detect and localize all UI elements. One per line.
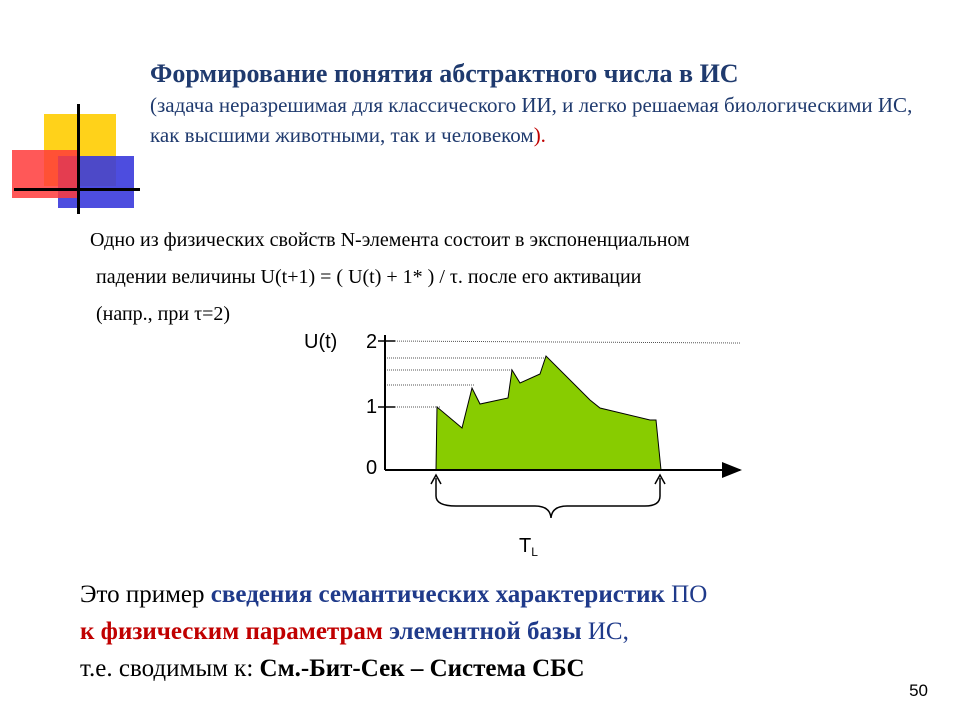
y-tick-label-2: 2 (366, 331, 378, 353)
level-line-2 (385, 341, 740, 343)
conclusion-1c: ПО (664, 581, 708, 608)
conclusion-2a: к физическим параметрам (80, 618, 383, 645)
conclusion-3b: См.-Бит-Сек – Система СБС (259, 655, 585, 682)
conclusion-2b: элементной базы (382, 618, 582, 645)
conclusion-line-3 (80, 650, 940, 687)
body-line-3: (напр., при τ=2) (96, 303, 231, 325)
y-tick-label-1: 1 (366, 396, 378, 418)
conclusion-1a: Это пример (80, 581, 211, 608)
interval-label-main: T (519, 535, 532, 557)
conclusion-line-2 (80, 613, 940, 650)
conclusion-text (80, 576, 940, 687)
conclusion-3a: т.е. сводимым к: (80, 655, 260, 682)
interval-label (519, 535, 538, 559)
page-number: 50 (909, 681, 928, 700)
conclusion-1b: сведения семантических характеристик (210, 581, 665, 608)
y-axis-label: U(t) (304, 331, 338, 353)
interval-brace (436, 478, 660, 518)
interval-label-subscript: L (531, 545, 538, 559)
body-line-2: падении величины U(t+1) = ( U(t) + 1* ) / τ. после его активации (96, 266, 642, 288)
body-line-1: Одно из физических свойств N-элемента состоит в экспоненциальном (90, 229, 690, 251)
conclusion-2c: ИС, (581, 618, 629, 645)
conclusion-line-1 (80, 576, 940, 613)
y-tick-label-0: 0 (366, 457, 378, 479)
slide-title: Формирование понятия абстрактного числа в ИС (150, 59, 739, 88)
subtitle-main: (задача неразрешимая для классического ИИ, и легко решаемая биологическими ИС, как высшими животными, так и человеком (150, 93, 913, 147)
subtitle-close: ). (533, 123, 546, 147)
activation-area (436, 356, 661, 470)
